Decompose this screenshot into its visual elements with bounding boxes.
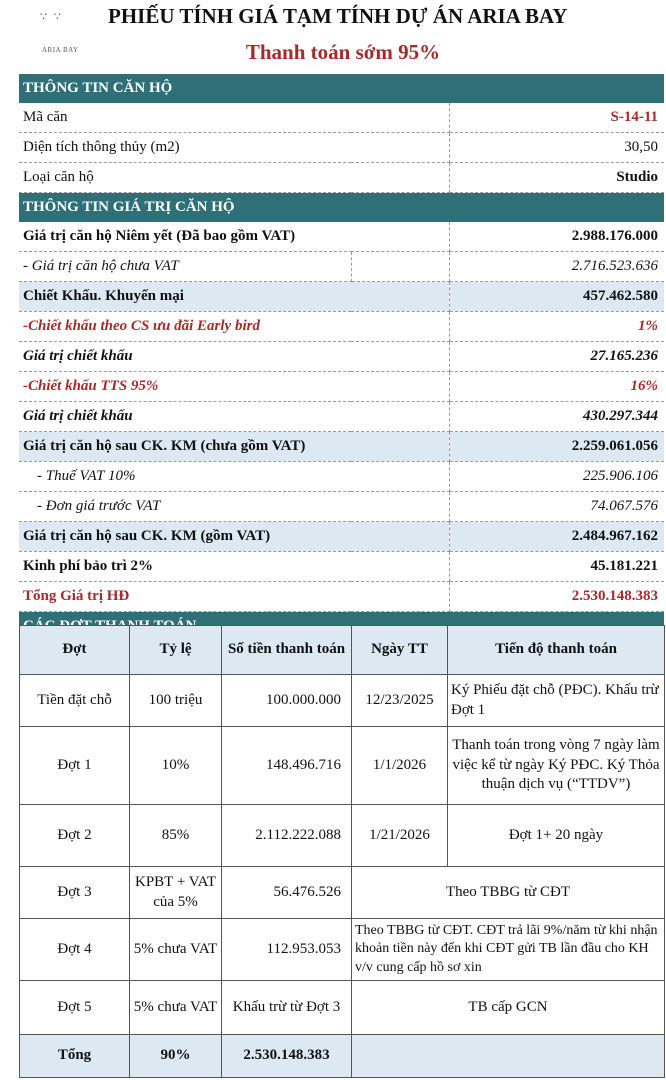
cell-progress: Ký Phiếu đặt chỗ (PĐC). Khấu trừ Đợt 1 — [448, 675, 665, 727]
column-header-ratio: Tỷ lệ — [130, 626, 222, 675]
row-value: 1% — [449, 312, 664, 342]
row-label: Loại căn hộ — [19, 163, 449, 193]
row-discount-total — [19, 282, 664, 312]
row-value: 45.181.221 — [449, 552, 664, 582]
page-title: PHIẾU TÍNH GIÁ TẠM TÍNH DỰ ÁN ARIA BAY — [108, 4, 568, 28]
row-value: 30,50 — [449, 133, 664, 163]
cell-total-amount: 2.530.148.383 — [222, 1035, 352, 1078]
cell-stage: Đợt 5 — [20, 981, 130, 1035]
cell-stage: Đợt 4 — [20, 919, 130, 981]
row-value: 430.297.344 — [449, 402, 664, 432]
table-row — [20, 981, 665, 1035]
cell-amount: 100.000.000 — [222, 675, 352, 727]
cell-progress: Theo TBBG từ CĐT — [352, 867, 665, 919]
row-value: 225.906.106 — [449, 462, 664, 492]
row-label: Giá trị căn hộ Niêm yết (Đã bao gồm VAT) — [19, 222, 449, 252]
cell-date: 1/1/2026 — [352, 727, 448, 805]
row-discount-value-2 — [19, 402, 664, 432]
row-label: Kinh phí bảo trì 2% — [19, 552, 449, 582]
row-label: Giá trị căn hộ sau CK. KM (gồm VAT) — [19, 522, 449, 552]
section-title: THÔNG TIN CĂN HỘ — [23, 80, 173, 96]
row-discount-value-1 — [19, 342, 664, 372]
table-total-row — [20, 1035, 665, 1078]
table-row — [20, 727, 665, 805]
column-header-date: Ngày TT — [352, 626, 448, 675]
column-header-stage: Đợt — [20, 626, 130, 675]
column-header-progress: Tiến độ thanh toán — [448, 626, 665, 675]
table-row — [20, 919, 665, 981]
row-label: Giá trị căn hộ sau CK. KM (chưa gồm VAT) — [19, 432, 449, 462]
cell-ratio: 5% chưa VAT — [130, 981, 222, 1035]
row-label: Tổng Giá trị HĐ — [19, 582, 449, 612]
cell-amount: Khấu trừ từ Đợt 3 — [222, 981, 352, 1035]
cell-ratio: 85% — [130, 805, 222, 867]
cell-stage: Đợt 1 — [20, 727, 130, 805]
cell-stage: Tiền đặt chỗ — [20, 675, 130, 727]
row-label: -Chiết khấu theo CS ưu đãi Early bird — [19, 312, 449, 342]
row-type — [19, 163, 664, 193]
row-price-before-vat — [19, 252, 664, 282]
row-value: 2.530.148.383 — [449, 582, 664, 612]
cell-amount: 2.112.222.088 — [222, 805, 352, 867]
logo-icon: ∵ ∵ — [40, 11, 63, 23]
cell-ratio: 5% chưa VAT — [130, 919, 222, 981]
cell-stage: Đợt 2 — [20, 805, 130, 867]
row-unit-code — [19, 103, 664, 133]
cell-date: 1/21/2026 — [352, 805, 448, 867]
row-value: 74.067.576 — [449, 492, 664, 522]
row-label: Chiết Khấu. Khuyến mại — [19, 282, 449, 312]
cell-stage: Đợt 3 — [20, 867, 130, 919]
row-label: Mã căn — [19, 103, 449, 133]
table-row — [20, 805, 665, 867]
cell-ratio: KPBT + VAT của 5% — [130, 867, 222, 919]
page-subtitle: Thanh toán sớm 95% — [245, 40, 441, 64]
section-apartment-info — [19, 74, 664, 103]
row-value: 2.484.967.162 — [449, 522, 664, 552]
row-maintenance-fee — [19, 552, 664, 582]
row-area — [19, 133, 664, 163]
row-label: - Đơn giá trước VAT — [19, 492, 449, 522]
row-value: 16% — [449, 372, 664, 402]
row-after-discount-no-vat — [19, 432, 664, 462]
row-label: - Giá trị căn hộ chưa VAT — [19, 252, 351, 282]
price-table — [19, 74, 664, 641]
row-listed-price — [19, 222, 664, 252]
cell-progress: Đợt 1+ 20 ngày — [448, 805, 665, 867]
row-value: 2.259.061.056 — [449, 432, 664, 462]
empty-cell — [352, 1035, 665, 1078]
row-after-discount-with-vat — [19, 522, 664, 552]
row-vat — [19, 462, 664, 492]
row-value: 2.716.523.636 — [449, 252, 664, 282]
payment-schedule-table — [19, 625, 665, 1078]
cell-amount: 56.476.526 — [222, 867, 352, 919]
row-early-bird — [19, 312, 664, 342]
row-tts-discount — [19, 372, 664, 402]
row-value: 27.165.236 — [449, 342, 664, 372]
cell-progress: TB cấp GCN — [352, 981, 665, 1035]
row-label: Diện tích thông thủy (m2) — [19, 133, 449, 163]
logo-text: ARIA BAY — [42, 46, 79, 54]
cell-amount: 148.496.716 — [222, 727, 352, 805]
row-value: 2.988.176.000 — [449, 222, 664, 252]
row-value: S-14-11 — [449, 103, 664, 133]
section-title: THÔNG TIN GIÁ TRỊ CĂN HỘ — [23, 199, 235, 215]
row-value: Studio — [449, 163, 664, 193]
row-label: - Thuế VAT 10% — [19, 462, 449, 492]
section-value-info — [19, 193, 664, 223]
cell-progress: Thanh toán trong vòng 7 ngày làm việc kể từ ngày Ký PĐC. Ký Thỏa thuận dịch vụ (“TTDV”) — [448, 727, 665, 805]
cell-progress: Theo TBBG từ CĐT. CĐT trả lãi 9%/năm từ khi nhận khoản tiền này đến khi CĐT gửi TB lần đầu cho KH v/v cung cấp hồ sơ xin — [352, 919, 665, 981]
row-label: Giá trị chiết khấu — [19, 342, 449, 372]
row-unit-price — [19, 492, 664, 522]
column-header-amount: Số tiền thanh toán — [222, 626, 352, 675]
table-row — [20, 867, 665, 919]
table-row — [20, 675, 665, 727]
row-contract-total — [19, 582, 664, 612]
empty-cell — [351, 252, 449, 282]
cell-total-label: Tổng — [20, 1035, 130, 1078]
cell-ratio: 100 triệu — [130, 675, 222, 727]
row-value: 457.462.580 — [449, 282, 664, 312]
row-label: Giá trị chiết khấu — [19, 402, 449, 432]
cell-total-ratio: 90% — [130, 1035, 222, 1078]
row-label: -Chiết khấu TTS 95% — [19, 372, 449, 402]
cell-date: 12/23/2025 — [352, 675, 448, 727]
header — [0, 0, 666, 72]
cell-ratio: 10% — [130, 727, 222, 805]
table-header-row — [20, 626, 665, 675]
cell-amount: 112.953.053 — [222, 919, 352, 981]
